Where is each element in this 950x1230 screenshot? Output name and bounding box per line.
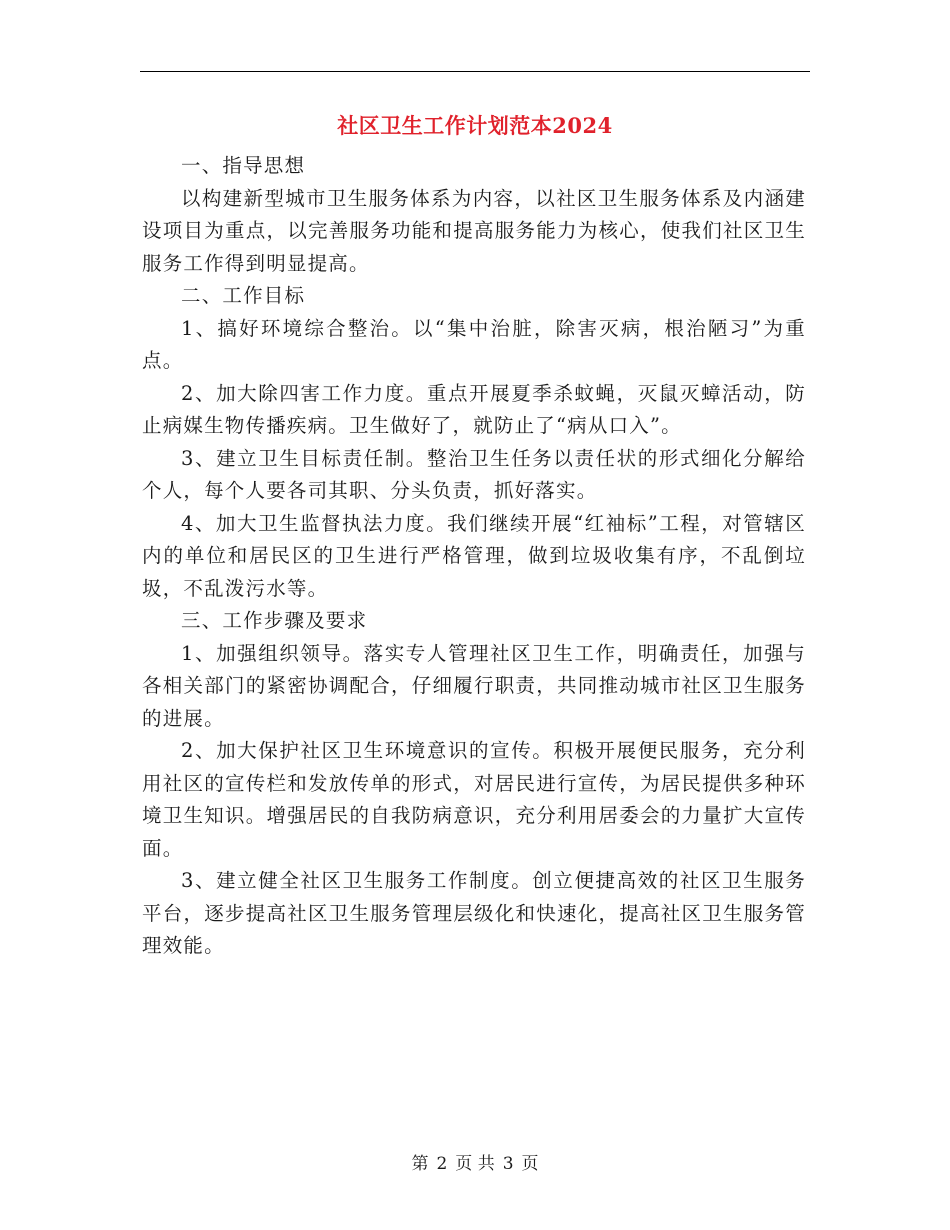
document-title: 社区卫生工作计划范本2024: [337, 113, 613, 138]
page-label-suffix: 页: [521, 1154, 539, 1174]
page-current-number: 2: [436, 1154, 448, 1174]
document-body: [142, 150, 806, 963]
paragraph-step-3: 3、建立健全社区卫生服务工作制度。创立便捷高效的社区卫生服务平台，逐步提高社区卫生服务管理层级化和快速化，提高社区卫生服务管理效能。: [142, 869, 806, 957]
section-heading-work-goals: 二、工作目标: [181, 284, 306, 307]
paragraph-goal-2: 2、加大除四害工作力度。重点开展夏季杀蚊蝇，灭鼠灭蟑活动，防止病媒生物传播疾病。卫生做好了，就防止了“病从口入”。: [142, 381, 806, 437]
page-label-mid: 页 共: [455, 1154, 495, 1174]
section-heading-guiding-ideology: 一、指导思想: [181, 154, 306, 177]
page-total-number: 3: [502, 1154, 514, 1174]
header-rule: [140, 71, 810, 72]
page-label-prefix: 第: [411, 1154, 429, 1174]
section-heading-work-steps: 三、工作步骤及要求: [181, 609, 368, 632]
paragraph-goal-4: 4、加大卫生监督执法力度。我们继续开展“红袖标”工程，对管辖区内的单位和居民区的卫生进行严格管理，做到垃圾收集有序，不乱倒垃圾，不乱泼污水等。: [142, 511, 806, 600]
paragraph-step-1: 1、加强组织领导。落实专人管理社区卫生工作，明确责任，加强与各相关部门的紧密协调配合，仔细履行职责，共同推动城市社区卫生服务的进展。: [142, 641, 806, 730]
paragraph-guiding-ideology: 以构建新型城市卫生服务体系为内容，以社区卫生服务体系及内涵建设项目为重点，以完善服务功能和提高服务能力为核心，使我们社区卫生服务工作得到明显提高。: [142, 186, 806, 275]
paragraph-goal-3: 3、建立卫生目标责任制。整治卫生任务以责任状的形式细化分解给个人，每个人要各司其职、分头负责，抓好落实。: [142, 446, 806, 502]
paragraph-goal-1: 1、搞好环境综合整治。以“集中治脏，除害灭病，根治陋习”为重点。: [142, 316, 806, 372]
paragraph-step-2: 2、加大保护社区卫生环境意识的宣传。积极开展便民服务，充分利用社区的宣传栏和发放传单的形式，对居民进行宣传，为居民提供多种环境卫生知识。增强居民的自我防病意识，充分利用居委会的力量扩大宣传面。: [142, 739, 806, 860]
page-footer: [0, 1152, 950, 1176]
